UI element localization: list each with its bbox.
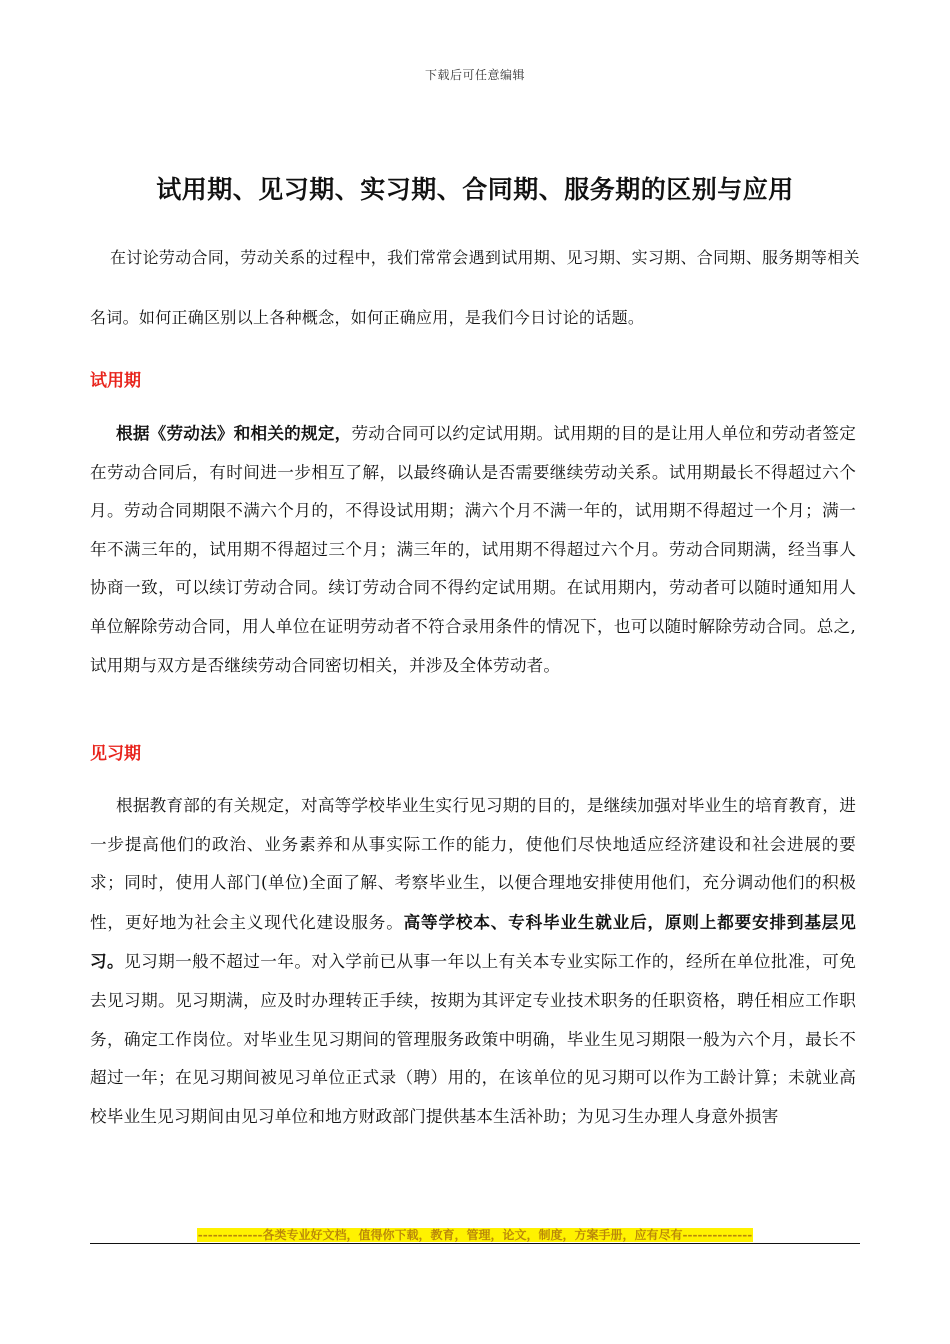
- section-body-probation: [90, 414, 856, 685]
- body-text-before: 根据教育部的有关规定，对高等学校毕业生实行见习期的目的，是继续加强对毕业生的培育教育，进一步提高他们的政治、业务素养和从事实际工作的能力，使他们尽快地适应经济建设和社会进展的要求；同时，使用人部门(单位)全面了解、考察毕业生，以便合理地安排使用他们，充分调动他们的积极性，更好地为社会主义现代化建设服务。: [90, 796, 856, 932]
- body-text: 劳动合同可以约定试用期。试用期的目的是让用人单位和劳动者签定在劳动合同后，有时间进一步相互了解，以最终确认是否需要继续劳动关系。试用期最长不得超过六个月。劳动合同期限不满六个月的，不得设试用期；满六个月不满一年的，试用期不得超过一个月；满一年不满三年的，试用期不得超过三个月；满三年的，试用期不得超过六个月。劳动合同期满，经当事人协商一致，可以续订劳动合同。续订劳动合同不得约定试用期。在试用期内，劳动者可以随时通知用人单位解除劳动合同，用人单位在证明劳动者不符合录用条件的情况下，也可以随时解除劳动合同。总之,试用期与双方是否继续劳动合同密切相关，并涉及全体劳动者。: [90, 424, 856, 675]
- bold-lead-text: 根据《劳动法》和相关的规定，: [116, 423, 352, 443]
- section-body-traineeship: [90, 787, 856, 1136]
- document-title: 试用期、见习期、实习期、合同期、服务期的区别与应用: [156, 175, 794, 204]
- footer-note-text: -------------各类专业好文档，值得你下载，教育，管理，论文，制度，方案手册，应有尽有--------------: [197, 1228, 753, 1242]
- footer-note: [0, 1226, 950, 1243]
- intro-paragraph: 在讨论劳动合同，劳动关系的过程中，我们常常会遇到试用期、见习期、实习期、合同期、服务期等相关名词。如何正确区别以上各种概念，如何正确应用，是我们今日讨论的话题。: [90, 248, 860, 327]
- footer-divider: [90, 1243, 860, 1244]
- bold-mid-text: 高等学校本、专科毕业生就业后，原则上都要安排到基层见习。: [90, 911, 856, 972]
- body-text-after: 见习期一般不超过一年。对入学前已从事一年以上有关本专业实际工作的，经所在单位批准，可免去见习期。见习期满，应及时办理转正手续，按期为其评定专业技术职务的任职资格，聘任相应工作职务，确定工作岗位。对毕业生见习期间的管理服务政策中明确，毕业生见习期限一般为六个月，最长不超过一年；在见习期间被见习单位正式录（聘）用的，在该单位的见习期可以作为工龄计算；未就业高校毕业生见习期间由见习单位和地方财政部门提供基本生活补助；为见习生办理人身意外损害: [90, 952, 856, 1126]
- section-heading-traineeship: 见习期: [90, 744, 141, 764]
- section-heading-probation: 试用期: [90, 371, 141, 391]
- header-note: 下载后可任意编辑: [424, 68, 525, 82]
